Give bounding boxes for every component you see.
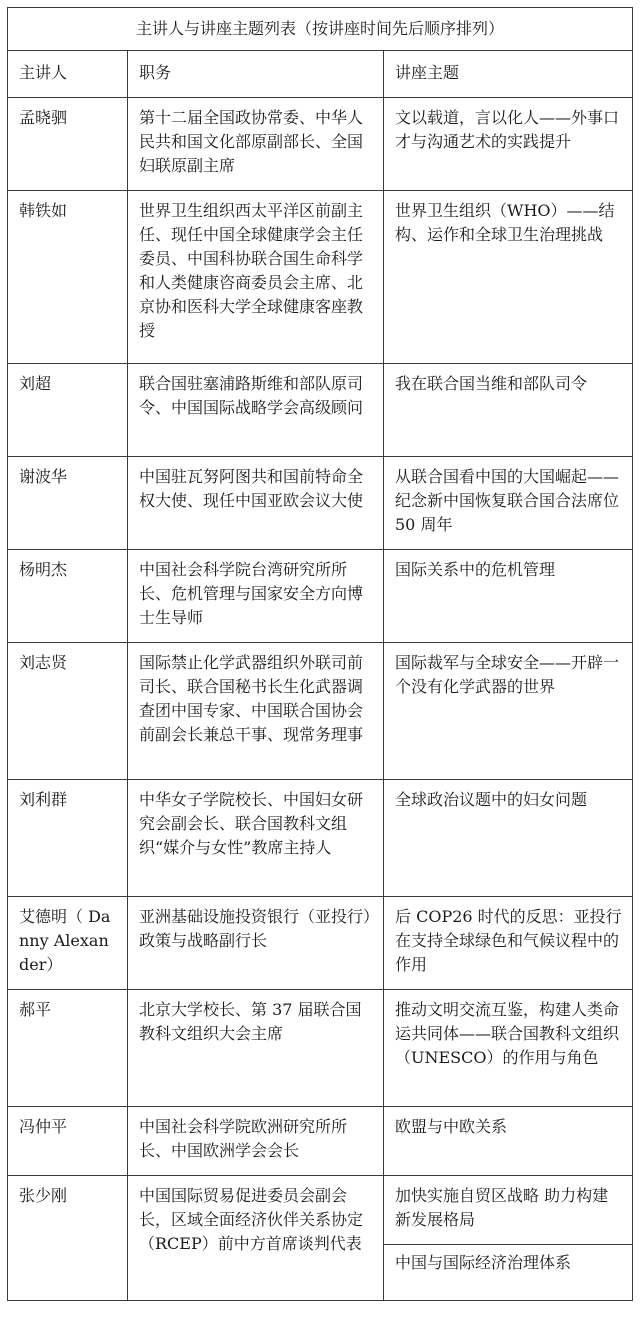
table-row	[8, 897, 633, 990]
topic-cell: 国际关系中的危机管理	[384, 550, 633, 643]
speaker-cell: 谢波华	[8, 457, 128, 550]
table-title-row	[8, 8, 633, 51]
position-cell: 中华女子学院校长、中国妇女研究会副会长、联合国教科文组织“媒介与女性”教席主持人	[128, 780, 384, 897]
topic-cell: 我在联合国当维和部队司令	[384, 364, 633, 457]
position-cell: 世界卫生组织西太平洋区前副主任、现任中国全球健康学会主任委员、中国科协联合国生命科学和人类健康咨商委员会主席、北京协和医科大学全球健康客座教授	[128, 191, 384, 364]
speaker-cell: 韩铁如	[8, 191, 128, 364]
position-cell: 北京大学校长、第 37 届联合国教科文组织大会主席	[128, 990, 384, 1107]
position-cell: 联合国驻塞浦路斯维和部队原司令、中国国际战略学会高级顾问	[128, 364, 384, 457]
topic-cell: 从联合国看中国的大国崛起——纪念新中国恢复联合国合法席位 50 周年	[384, 457, 633, 550]
speaker-cell: 张少刚	[8, 1176, 128, 1301]
topic-cell-split	[384, 1176, 633, 1301]
table-row	[8, 457, 633, 550]
topic-cell: 文以载道，言以化人——外事口才与沟通艺术的实践提升	[384, 98, 633, 191]
topic-cell: 世界卫生组织（WHO）——结构、运作和全球卫生治理挑战	[384, 191, 633, 364]
header-topic: 讲座主题	[384, 51, 633, 98]
speaker-cell: 冯仲平	[8, 1107, 128, 1176]
table-row	[8, 643, 633, 780]
topic-cell: 欧盟与中欧关系	[384, 1107, 633, 1176]
topic-cell: 国际裁军与全球安全——开辟一个没有化学武器的世界	[384, 643, 633, 780]
position-cell: 第十二届全国政协常委、中华人民共和国文化部原副部长、全国妇联原副主席	[128, 98, 384, 191]
speaker-topic-table	[7, 7, 633, 1301]
speaker-cell: 郝平	[8, 990, 128, 1107]
table-row	[8, 550, 633, 643]
position-cell: 中国社会科学院台湾研究所所长、危机管理与国家安全方向博士生导师	[128, 550, 384, 643]
table-header-row	[8, 51, 633, 98]
position-cell: 亚洲基础设施投资银行（亚投行）政策与战略副行长	[128, 897, 384, 990]
topic-cell: 后 COP26 时代的反思：亚投行在支持全球绿色和气候议程中的作用	[384, 897, 633, 990]
table-row	[8, 1176, 633, 1301]
position-cell: 中国社会科学院欧洲研究所所长、中国欧洲学会会长	[128, 1107, 384, 1176]
table-row	[8, 98, 633, 191]
topic-cell: 加快实施自贸区战略 助力构建新发展格局	[384, 1176, 632, 1245]
table-row	[8, 1107, 633, 1176]
position-cell: 中国国际贸易促进委员会副会长，区域全面经济伙伴关系协定（RCEP）前中方首席谈判代表	[128, 1176, 384, 1301]
speaker-cell: 刘志贤	[8, 643, 128, 780]
speaker-cell: 艾德明（ Danny Alexander）	[8, 897, 128, 990]
speaker-cell: 孟晓驷	[8, 98, 128, 191]
topic-cell: 中国与国际经济治理体系	[395, 1253, 572, 1272]
header-position: 职务	[128, 51, 384, 98]
header-speaker: 主讲人	[8, 51, 128, 98]
table-row	[8, 191, 633, 364]
position-cell: 国际禁止化学武器组织外联司前司长、联合国秘书长生化武器调查团中国专家、中国联合国协会前副会长兼总干事、现常务理事	[128, 643, 384, 780]
speaker-cell: 刘超	[8, 364, 128, 457]
table-row	[8, 990, 633, 1107]
position-cell: 中国驻瓦努阿图共和国前特命全权大使、现任中国亚欧会议大使	[128, 457, 384, 550]
topic-cell: 推动文明交流互鉴，构建人类命运共同体——联合国教科文组织（UNESCO）的作用与角色	[384, 990, 633, 1107]
speaker-cell: 刘利群	[8, 780, 128, 897]
document-page	[7, 7, 632, 1301]
table-title: 主讲人与讲座主题列表（按讲座时间先后顺序排列）	[8, 8, 633, 51]
table-row	[8, 364, 633, 457]
table-row	[8, 780, 633, 897]
topic-cell: 全球政治议题中的妇女问题	[384, 780, 633, 897]
speaker-cell: 杨明杰	[8, 550, 128, 643]
